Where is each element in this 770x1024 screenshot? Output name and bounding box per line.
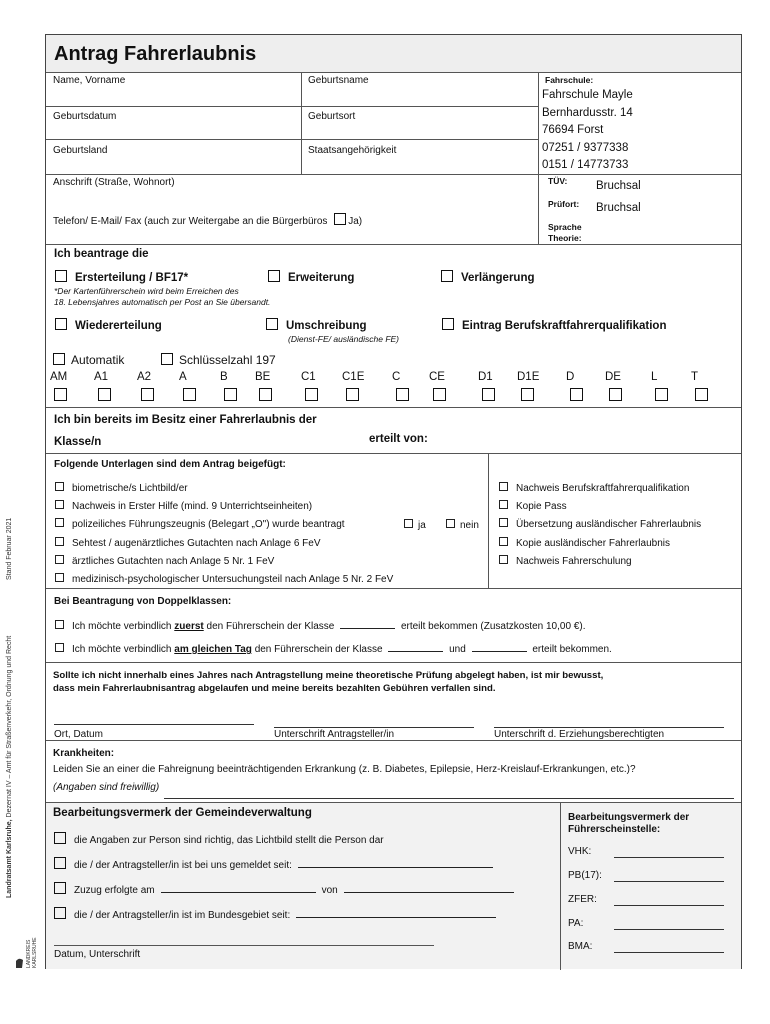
sig-guardian[interactable]: Unterschrift d. Erziehungsberechtigten (494, 729, 665, 740)
county-logo-icon (14, 956, 24, 970)
class-checkbox-a1[interactable] (98, 388, 111, 401)
document-label: Nachweis in Erster Hilfe (mind. 9 Unterrichtseinheiten) (72, 501, 313, 513)
umschreibung-note: (Dienst-FE/ ausländische FE) (288, 334, 400, 344)
document-label: Nachweis Berufskraftfahrerqualifikation (516, 483, 690, 494)
school-address (542, 87, 633, 175)
possession-heading: Ich bin bereits im Besitz einer Fahrerlaubnis der (54, 414, 317, 426)
class-checkbox-a2[interactable] (141, 388, 154, 401)
school-line: 76694 Forst (542, 124, 604, 136)
class-checkbox-de[interactable] (609, 388, 622, 401)
class-checkbox-am[interactable] (54, 388, 67, 401)
expiry-notice: Sollte ich nicht innerhalb eines Jahres nach Antragstellung meine theoretische Prüfung abgelegt haben, ist mir bewusst, dass mein Fahrerlaubnisantrag abgelaufen und meine bereits bezahlten Gebühren verfallen sind. (53, 670, 604, 694)
office-field-label: BMA: (568, 941, 593, 952)
document-label: polizeiliches Führungszeugnis (Belegart „O") wurde beantragt (72, 519, 345, 531)
document-checkbox[interactable] (55, 482, 64, 491)
option-ersterteilung[interactable]: Ersterteilung / BF17* (55, 270, 188, 284)
option-wiedererteilung[interactable]: Wiedererteilung (55, 318, 162, 332)
class-label-c1: C1 (301, 371, 316, 383)
sprache-label-line: Sprache (548, 222, 582, 232)
fuehrungszeugnis-nein[interactable]: nein (446, 519, 479, 531)
class-checkbox-c1[interactable] (305, 388, 318, 401)
sig-applicant[interactable]: Unterschrift Antragsteller/in (274, 729, 395, 740)
option-umschreibung[interactable]: Umschreibung (266, 318, 367, 332)
class-checkbox-ce[interactable] (433, 388, 446, 401)
document-right-item[interactable] (499, 500, 567, 512)
field-birthname[interactable]: Geburtsname (308, 75, 369, 86)
double-same-day[interactable] (55, 643, 612, 655)
class-label-a: A (179, 371, 187, 383)
double-same-c: den Führerschein der Klasse (254, 644, 383, 655)
document-checkbox[interactable] (499, 500, 508, 509)
illness-question: Leiden Sie an einer die Fahreignung beeinträchtigenden Erkrankung (z. B. Diabetes, Epilepsie, Herz-Kreislauf-Erkrankungen, etc.)? (53, 764, 636, 775)
document-checkbox[interactable] (499, 537, 508, 546)
sprache-label (548, 222, 582, 244)
class-label-a2: A2 (137, 371, 152, 383)
document-label: ärztliches Gutachten nach Anlage 5 Nr. 1 FeV (72, 555, 275, 567)
field-name[interactable]: Name, Vorname (53, 75, 126, 86)
pruefort-label: Prüfort: (548, 199, 580, 209)
pruefort-value: Bruchsal (596, 202, 641, 214)
office-field-label: VHK: (568, 846, 592, 857)
office-imprint (6, 636, 13, 898)
illness-note: (Angaben sind freiwillig) (53, 782, 160, 793)
municipal-item-identity[interactable]: die Angaben zur Person sind richtig, das Lichtbild stellt die Person dar (54, 832, 384, 846)
sig-ort-datum[interactable]: Ort, Datum (54, 729, 103, 740)
contact-share-checkbox[interactable] (334, 213, 346, 225)
document-checkbox[interactable] (499, 555, 508, 564)
municipal-item-registered[interactable]: die / der Antragsteller/in ist bei uns gemeldet seit: (54, 857, 493, 871)
option-automatik[interactable]: Automatik (53, 353, 124, 367)
document-checkbox[interactable] (55, 500, 64, 509)
class-checkbox-b[interactable] (224, 388, 237, 401)
document-checkbox[interactable] (55, 518, 64, 527)
office-field-input[interactable] (614, 929, 724, 930)
field-birthdate[interactable]: Geburtsdatum (53, 111, 117, 122)
document-right-item[interactable] (499, 555, 632, 567)
theorie-label-line: Theorie: (548, 233, 582, 243)
possession-classes[interactable]: Klasse/n (54, 436, 102, 448)
documents-heading: Folgende Unterlagen sind dem Antrag beigefügt: (54, 459, 286, 470)
document-left-item[interactable] (55, 482, 188, 494)
document-checkbox[interactable] (499, 482, 508, 491)
class-checkbox-t[interactable] (695, 388, 708, 401)
option-eintrag[interactable]: Eintrag Berufskraftfahrerqualifikation (442, 318, 666, 332)
document-label: Übersetzung ausländischer Fahrerlaubnis (516, 519, 702, 531)
class-label-d1e: D1E (517, 371, 540, 383)
field-nationality[interactable]: Staatsangehörigkeit (308, 145, 397, 156)
office-imprint-bold: Landratsamt Karlsruhe, (6, 819, 13, 898)
tuv-label: TÜV: (548, 176, 568, 186)
office-field-input[interactable] (614, 881, 724, 882)
class-label-t: T (691, 371, 699, 383)
class-checkbox-c1e[interactable] (346, 388, 359, 401)
document-left-item[interactable] (55, 500, 312, 512)
county-logo-line2: KARLSRUHE (32, 937, 38, 968)
double-first-d: erteilt bekommen (Zusatzkosten 10,00 €). (400, 621, 586, 632)
field-birthcountry[interactable]: Geburtsland (53, 145, 108, 156)
county-logo (14, 930, 44, 972)
document-label: medizinisch-psychologischer Untersuchungsteil nach Anlage 5 Nr. 2 FeV (72, 574, 394, 585)
class-checkbox-l[interactable] (655, 388, 668, 401)
class-label-de: DE (605, 371, 621, 383)
school-line: 07251 / 9377338 (542, 141, 629, 154)
field-birthplace[interactable]: Geburtsort (308, 111, 356, 122)
class-label-ce: CE (429, 371, 445, 383)
document-right-item[interactable] (499, 482, 689, 494)
class-checkbox-d1e[interactable] (521, 388, 534, 401)
contact-label: Telefon/ E-Mail/ Fax (auch zur Weitergabe an die Bürgerbüros (53, 216, 328, 227)
municipal-item-zuzug[interactable]: Zuzug erfolgte am von (54, 882, 514, 896)
fuehrungszeugnis-ja[interactable]: ja (404, 519, 426, 531)
school-line: 0151 / 14773733 (542, 159, 629, 171)
document-left-item[interactable] (55, 555, 274, 567)
contact-share-label: Ja) (348, 216, 363, 227)
document-checkbox[interactable] (55, 555, 64, 564)
class-checkbox-d[interactable] (570, 388, 583, 401)
document-right-item[interactable] (499, 518, 701, 530)
office-field-input[interactable] (614, 905, 724, 906)
office-imprint-rest: Dezernat IV – Amt für Straßenverkehr, Ordnung und Recht (6, 635, 13, 818)
double-first-b: zuerst (174, 621, 204, 632)
tuv-value: Bruchsal (596, 180, 641, 192)
document-left-item[interactable] (55, 537, 321, 549)
municipal-sign[interactable]: Datum, Unterschrift (54, 949, 141, 960)
class-label-c: C (392, 371, 401, 383)
document-left-item[interactable] (55, 518, 345, 530)
stand-date: Stand Februar 2021 (6, 517, 13, 580)
illness-heading: Krankheiten: (53, 748, 115, 759)
document-checkbox[interactable] (55, 573, 64, 582)
document-label: Kopie ausländischer Fahrerlaubnis (516, 537, 670, 549)
double-same-e: erteilt bekommen. (532, 644, 612, 655)
class-checkbox-be[interactable] (259, 388, 272, 401)
class-label-l: L (651, 371, 658, 383)
page-title: Antrag Fahrerlaubnis (54, 43, 257, 65)
class-label-c1e: C1E (342, 371, 365, 383)
document-label: biometrische/s Lichtbild/er (72, 483, 188, 494)
double-first-a: Ich möchte verbindlich (72, 621, 172, 632)
county-logo-line1: LANDKREIS (26, 939, 32, 968)
class-label-be: BE (255, 371, 271, 383)
document-left-item[interactable] (55, 573, 393, 585)
office-field-label: ZFER: (568, 894, 597, 905)
office-field-label: PB(17): (568, 870, 602, 881)
double-same-a: Ich möchte verbindlich (72, 644, 172, 655)
class-label-a1: A1 (94, 371, 109, 383)
class-checkbox-d1[interactable] (482, 388, 495, 401)
document-label: Kopie Pass (516, 501, 567, 513)
double-heading: Bei Beantragung von Doppelklassen: (54, 596, 232, 607)
option-schluesselzahl[interactable]: Schlüsselzahl 197 (161, 353, 276, 367)
class-label-d: D (566, 371, 575, 383)
class-label-d1: D1 (478, 371, 493, 383)
class-checkbox-a[interactable] (183, 388, 196, 401)
office-field-input[interactable] (614, 857, 724, 858)
application-form (45, 34, 742, 969)
municipal-item-bundesgebiet[interactable]: die / der Antragsteller/in ist im Bundesgebiet seit: (54, 907, 496, 921)
document-right-item[interactable] (499, 537, 670, 549)
class-label-am: AM (50, 371, 68, 383)
double-first-c: den Führerschein der Klasse (206, 621, 335, 632)
document-label: Nachweis Fahrerschulung (516, 555, 632, 567)
option-erweiterung[interactable]: Erweiterung (268, 270, 354, 284)
document-label: Sehtest / augenärztliches Gutachten nach Anlage 6 FeV (72, 537, 321, 549)
school-label: Fahrschule: (545, 75, 594, 85)
ersterteilung-note: *Der Kartenführerschein wird beim Erreichen des 18. Lebensjahres automatisch per Post an Sie übersandt. (54, 286, 271, 307)
application-heading: Ich beantrage die (54, 248, 149, 260)
office-field-input[interactable] (614, 952, 724, 953)
office-heading: Bearbeitungsvermerk der Führerscheinstelle: (568, 812, 690, 835)
option-verlaengerung[interactable]: Verlängerung (441, 270, 535, 284)
document-checkbox[interactable] (55, 537, 64, 546)
double-same-d: und (449, 644, 466, 655)
class-label-b: B (220, 371, 228, 383)
possession-issuer[interactable]: erteilt von: (369, 433, 428, 445)
school-line: Fahrschule Mayle (542, 89, 633, 101)
document-checkbox[interactable] (499, 518, 508, 527)
municipal-heading: Bearbeitungsvermerk der Gemeindeverwaltung (53, 807, 312, 819)
class-checkbox-c[interactable] (396, 388, 409, 401)
double-same-b: am gleichen Tag (174, 644, 252, 655)
field-address[interactable]: Anschrift (Straße, Wohnort) (53, 177, 175, 188)
field-contact[interactable] (53, 213, 362, 227)
double-first[interactable] (55, 620, 585, 632)
office-field-label: PA: (568, 918, 584, 929)
school-line: Bernhardusstr. 14 (542, 106, 633, 119)
